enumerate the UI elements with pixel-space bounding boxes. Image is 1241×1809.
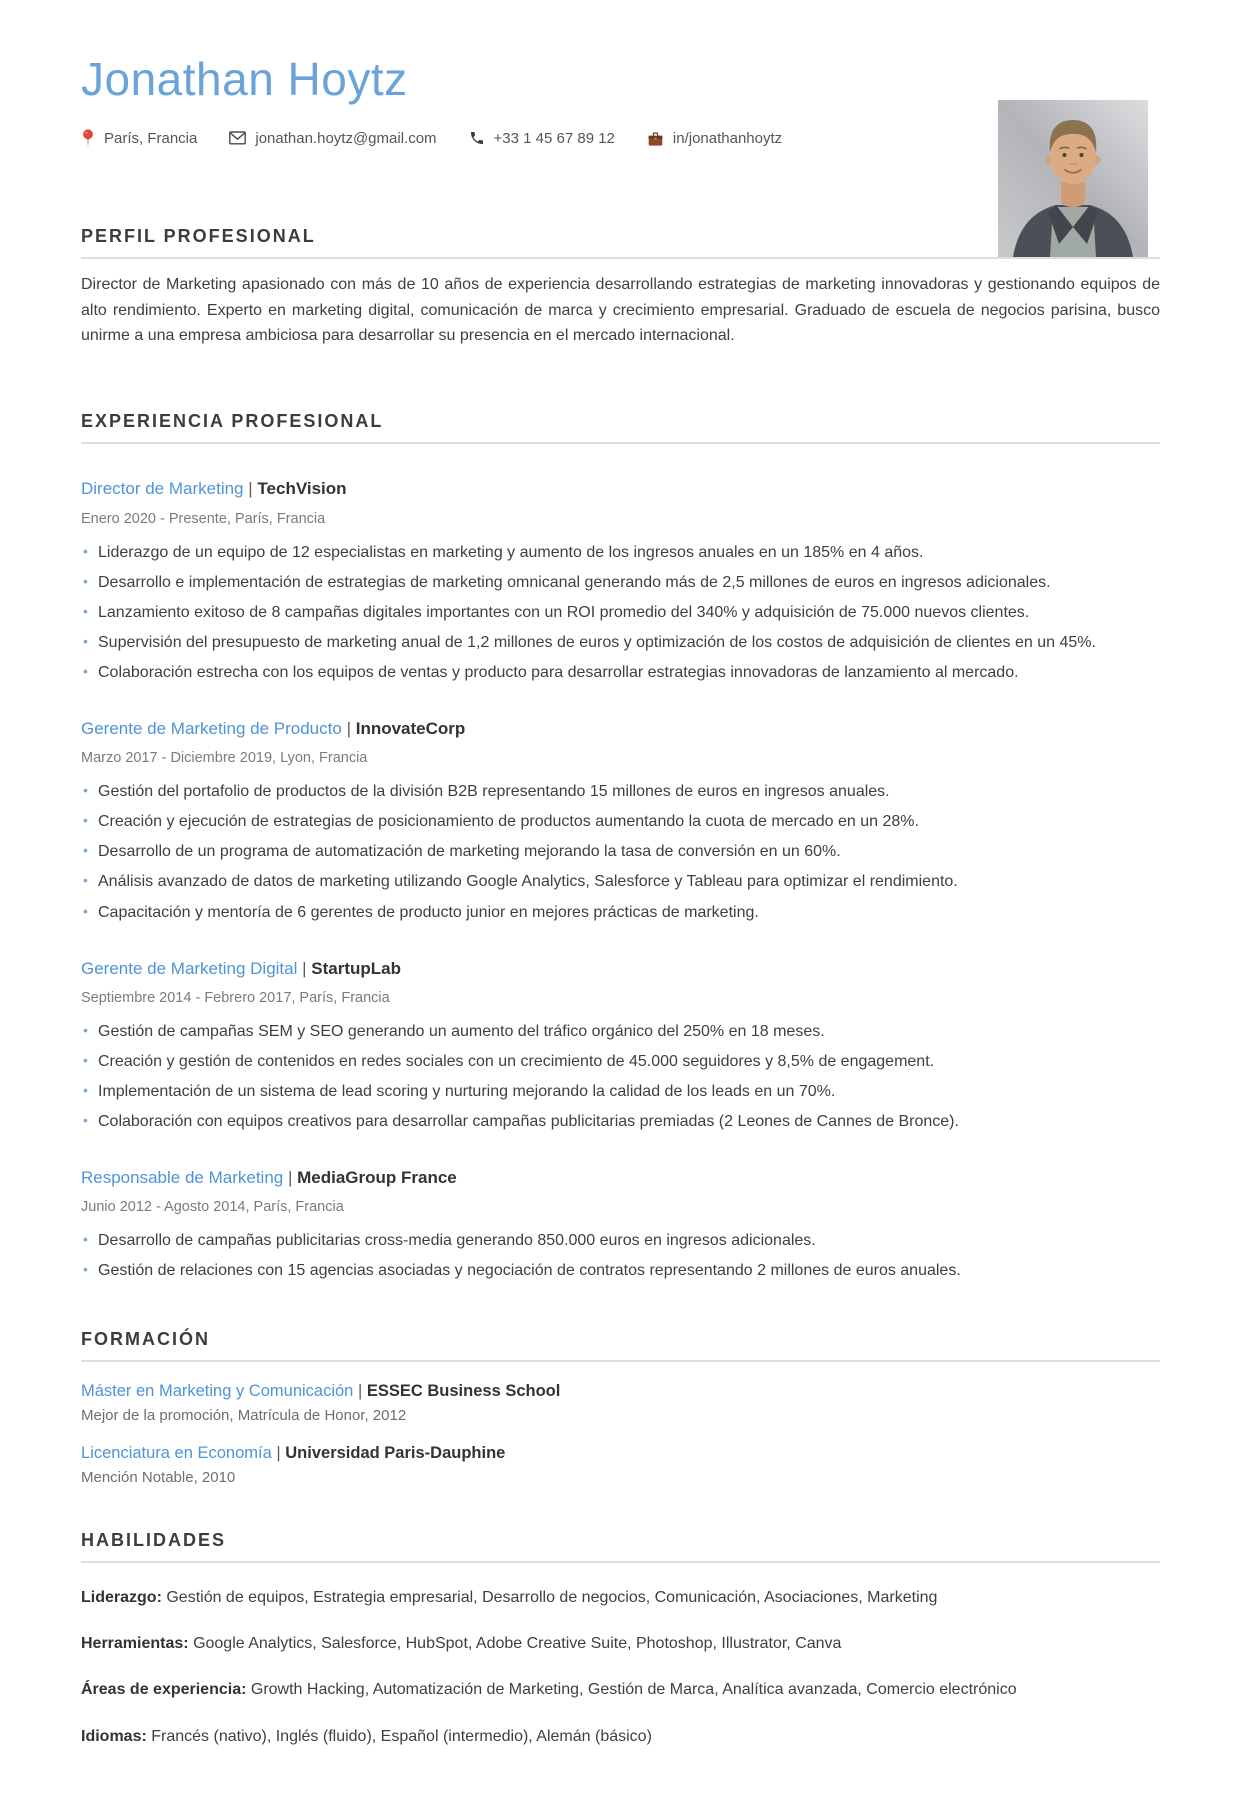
job-role: Director de Marketing [81, 479, 244, 499]
job-role: Responsable de Marketing [81, 1168, 284, 1188]
job-meta: Enero 2020 - Presente, París, Francia [81, 510, 326, 527]
contact-email [229, 130, 436, 147]
contact-phone-text: +33 1 45 67 89 12 [493, 129, 615, 147]
job-bullets [81, 1230, 1160, 1282]
phone-icon [469, 130, 485, 146]
job-startuplab [81, 958, 1160, 1134]
experience-bullet: • Implementación de un sistema de lead scoring y nurturing mejorando la calidad de los leads en un 70%. [81, 1081, 1160, 1103]
degree-name: Máster en Marketing y Comunicación [81, 1381, 354, 1400]
contact-linkedin [647, 130, 782, 147]
degree-name: Licenciatura en Economía [81, 1443, 272, 1462]
skill-label: Áreas de experiencia: [81, 1681, 247, 1699]
job-role: Gerente de Marketing Digital [81, 958, 298, 978]
skill-label: Herramientas: [81, 1634, 189, 1652]
experience-bullet: • Desarrollo de un programa de automatización de marketing mejorando la tasa de conversión en un 60%. [81, 841, 1160, 863]
experience-bullet: • Gestión de relaciones con 15 agencias asociadas y negociación de contratos representando 2 millones de euros anuales. [81, 1260, 1160, 1282]
experience-bullet: • Colaboración estrecha con los equipos de ventas y producto para desarrollar estrategias innovadoras de lanzamiento al mercado. [81, 662, 1160, 684]
degree-separator: | [276, 1443, 281, 1462]
job-innovatecorp [81, 718, 1160, 924]
skill-row-areas [81, 1679, 1160, 1701]
experience-bullet: • Lanzamiento exitoso de 8 campañas digitales importantes con un ROI promedio del 340% y adquisición de 75.000 nuevos clientes. [81, 602, 1160, 624]
contact-linkedin-text: in/jonathanhoytz [672, 129, 783, 147]
degree-title [81, 1444, 1160, 1463]
section-skills [81, 1530, 1160, 1749]
degree-detail: Mejor de la promoción, Matrícula de Honor, 2012 [81, 1406, 407, 1424]
experience-bullet: • Gestión del portafolio de productos de la división B2B representando 15 millones de euros en ingresos anuales. [81, 781, 1160, 803]
section-title-skills: HABILIDADES [81, 1530, 1160, 1563]
person-name: Jonathan Hoytz [81, 53, 408, 105]
job-meta: Marzo 2017 - Diciembre 2019, Lyon, Francia [81, 750, 368, 767]
contact-location [81, 129, 197, 148]
experience-bullet: • Gestión de campañas SEM y SEO generando un aumento del tráfico orgánico del 250% en 18 meses. [81, 1021, 1160, 1043]
job-separator: | [287, 1168, 293, 1188]
job-bullets [81, 781, 1160, 923]
degree-detail: Mención Notable, 2010 [81, 1468, 236, 1486]
job-techvision [81, 478, 1160, 684]
skill-text: Growth Hacking, Automatización de Marketing, Gestión de Marca, Analítica avanzada, Comercio electrónico [250, 1681, 1017, 1699]
resume-page [0, 54, 1241, 1748]
degree-separator: | [357, 1381, 363, 1400]
job-company: TechVision [257, 479, 347, 499]
experience-bullet: • Desarrollo de campañas publicitarias cross-media generando 850.000 euros en ingresos adicionales. [81, 1230, 1160, 1252]
skill-row-liderazgo [81, 1587, 1160, 1609]
skill-label: Liderazgo: [81, 1588, 162, 1606]
profile-photo [998, 100, 1148, 257]
job-bullets [81, 1021, 1160, 1133]
job-meta: Junio 2012 - Agosto 2014, París, Francia [81, 1199, 344, 1216]
contact-location-text: París, Francia [104, 129, 198, 147]
skill-text: Gestión de equipos, Estrategia empresarial, Desarrollo de negocios, Comunicación, Asociaciones, Marketing [166, 1588, 938, 1606]
job-company: MediaGroup France [297, 1168, 457, 1188]
job-company: StartupLab [311, 958, 402, 978]
section-title-experience: EXPERIENCIA PROFESIONAL [81, 411, 1160, 444]
degree-title [81, 1382, 1160, 1401]
job-separator: | [248, 479, 253, 499]
experience-bullet: • Supervisión del presupuesto de marketing anual de 1,2 millones de euros y optimización de los costos de adquisición de clientes en un 45%. [81, 632, 1160, 654]
degree-school: ESSEC Business School [366, 1381, 561, 1400]
degree-licenciatura [81, 1444, 1160, 1486]
skill-label: Idiomas: [81, 1727, 147, 1745]
section-title-education: FORMACIÓN [81, 1329, 1160, 1362]
skill-text: Google Analytics, Salesforce, HubSpot, Adobe Creative Suite, Photoshop, Illustrator, Canva [193, 1634, 842, 1652]
job-separator: | [302, 958, 307, 978]
experience-bullet: • Análisis avanzado de datos de marketing utilizando Google Analytics, Salesforce y Tableau para optimizar el rendimiento. [81, 871, 1160, 893]
briefcase-icon [647, 131, 664, 146]
section-education [81, 1329, 1160, 1486]
experience-bullet: • Desarrollo e implementación de estrategias de marketing omnicanal generando más de 2,5 millones de euros en ingresos adicionales. [81, 572, 1160, 594]
degree-master [81, 1382, 1160, 1424]
job-title [81, 718, 1160, 739]
experience-bullet: • Liderazgo de un equipo de 12 especialistas en marketing y aumento de los ingresos anuales en un 185% en 4 años. [81, 542, 1160, 564]
skill-row-idiomas [81, 1726, 1160, 1748]
section-experience [81, 411, 1160, 1282]
contact-phone [469, 130, 615, 147]
skill-row-herramientas [81, 1633, 1160, 1655]
email-icon [229, 131, 246, 145]
job-separator: | [346, 718, 351, 738]
profile-summary: Director de Marketing apasionado con más de 10 años de experiencia desarrollando estrategias de marketing innovadoras y gestionando equipos de alto rendimiento. Experto en marketing digital, comunicación de marca y crecimiento empresarial. Graduado de escuela de negocios parisina, busco unirme a una empresa ambiciosa para desarrollar su presencia en el mercado internacional. [81, 275, 1160, 345]
contact-email-text: jonathan.hoytz@gmail.com [255, 129, 437, 147]
job-bullets [81, 542, 1160, 684]
experience-bullet: • Colaboración con equipos creativos para desarrollar campañas publicitarias premiadas (2 Leones de Cannes de Bronce). [81, 1111, 1160, 1133]
job-role: Gerente de Marketing de Producto [81, 718, 342, 738]
job-title [81, 958, 1160, 979]
job-company: InnovateCorp [355, 718, 466, 738]
experience-bullet: • Capacitación y mentoría de 6 gerentes de producto junior en mejores prácticas de marketing. [81, 902, 1160, 924]
experience-bullet: • Creación y gestión de contenidos en redes sociales con un crecimiento de 45.000 seguidores y 8,5% de engagement. [81, 1051, 1160, 1073]
job-mediagroup [81, 1167, 1160, 1282]
section-title-profile: PERFIL PROFESIONAL [81, 226, 1160, 259]
job-meta: Septiembre 2014 - Febrero 2017, París, Francia [81, 989, 390, 1006]
skill-text: Francés (nativo), Inglés (fluido), Español (intermedio), Alemán (básico) [151, 1727, 652, 1745]
location-pin-icon [81, 129, 95, 148]
experience-bullet: • Creación y ejecución de estrategias de posicionamiento de productos aumentando la cuota de mercado en un 28%. [81, 811, 1160, 833]
job-title [81, 478, 1160, 499]
job-title [81, 1167, 1160, 1188]
degree-school: Universidad Paris-Dauphine [285, 1443, 506, 1462]
